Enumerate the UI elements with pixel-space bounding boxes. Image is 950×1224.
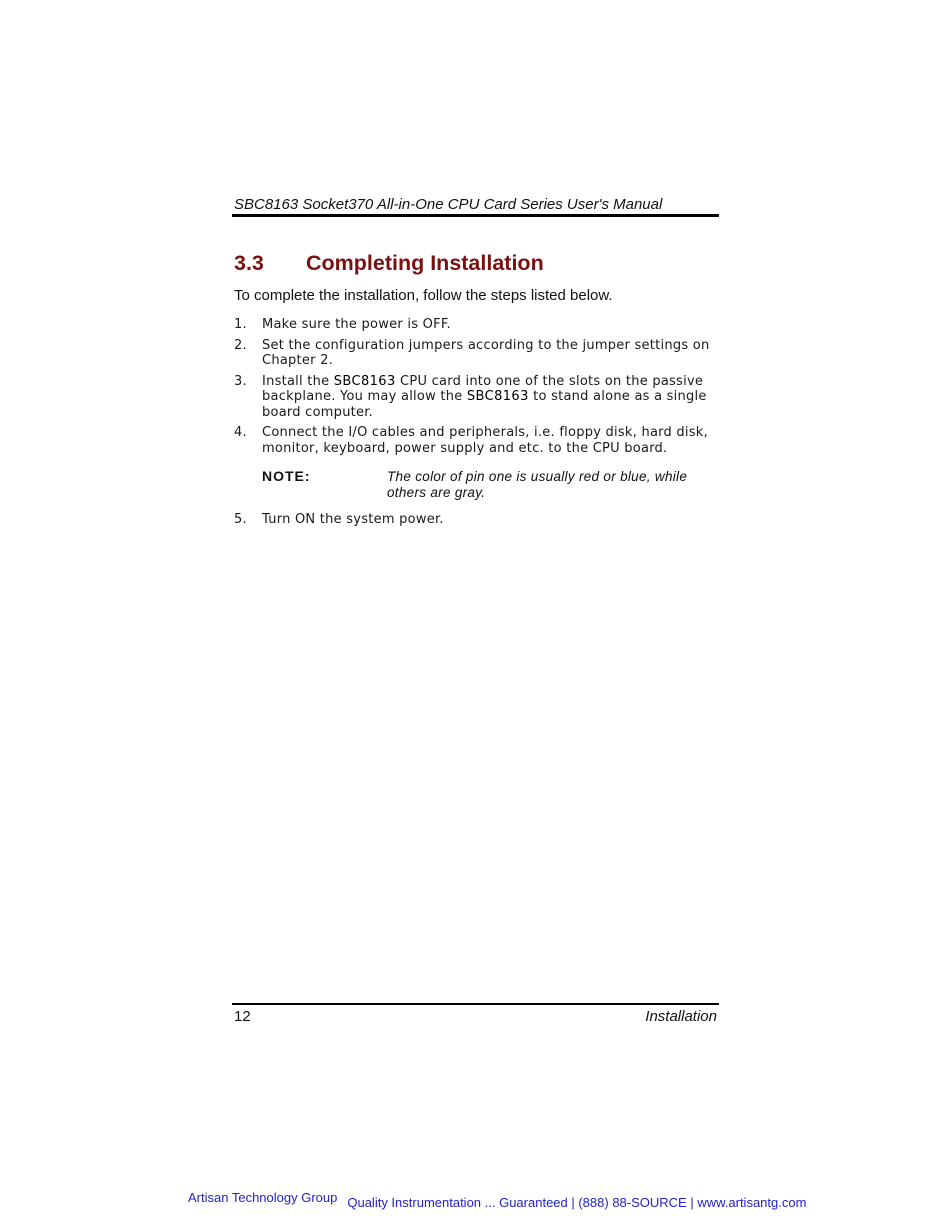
- list-item: [234, 425, 724, 456]
- watermark-banner: [188, 1190, 807, 1210]
- step-number: 2.: [234, 337, 247, 353]
- chapter-name: Installation: [645, 1008, 717, 1025]
- header-divider: [232, 214, 719, 217]
- step-text: Turn ON the system power.: [262, 512, 444, 527]
- step-text: Make sure the power is OFF.: [262, 317, 451, 332]
- model-name: SBC8163: [466, 389, 529, 404]
- list-item: [234, 512, 724, 528]
- step-number: 3.: [234, 373, 247, 389]
- intro-paragraph: To complete the installation, follow the steps listed below.: [234, 287, 613, 304]
- watermark-company: Artisan Technology Group: [188, 1190, 338, 1205]
- manual-title: SBC8163 Socket370 All-in-One CPU Card Series User's Manual: [234, 196, 663, 213]
- step-number: 1.: [234, 317, 247, 332]
- note-text: The color of pin one is usually red or blue, while others are gray.: [387, 469, 688, 500]
- step-text-part: Install the: [262, 373, 334, 389]
- step-text-part: CPU card into one of the slots on the passive backplane. You may allow the: [262, 373, 704, 404]
- section-number: 3.3: [234, 251, 264, 275]
- step-text: [262, 374, 707, 420]
- note-label: NOTE:: [262, 468, 311, 484]
- section-title: Completing Installation: [306, 251, 544, 275]
- note-box: [262, 469, 724, 500]
- page-number: 12: [234, 1008, 251, 1025]
- step-text: Connect the I/O cables and peripherals, i.e. floppy disk, hard disk, monitor, keyboard, power supply and etc. to the CPU board.: [262, 425, 708, 456]
- steps-list: [234, 317, 724, 533]
- footer-divider: [232, 1003, 719, 1005]
- step-number: 4.: [234, 425, 247, 440]
- model-name: SBC8163: [333, 373, 396, 389]
- step-text: Set the configuration jumpers according to the jumper settings on Chapter 2.: [262, 337, 710, 368]
- section-heading: [234, 251, 544, 276]
- step-number: 5.: [234, 512, 247, 527]
- list-item: [234, 338, 724, 369]
- watermark-tagline: Quality Instrumentation ... Guaranteed | (888) 88-SOURCE | www.artisantg.com: [347, 1195, 807, 1210]
- list-item: [234, 317, 724, 333]
- list-item: [234, 374, 724, 421]
- step-text-part: to stand alone as a single board computer.: [262, 389, 707, 420]
